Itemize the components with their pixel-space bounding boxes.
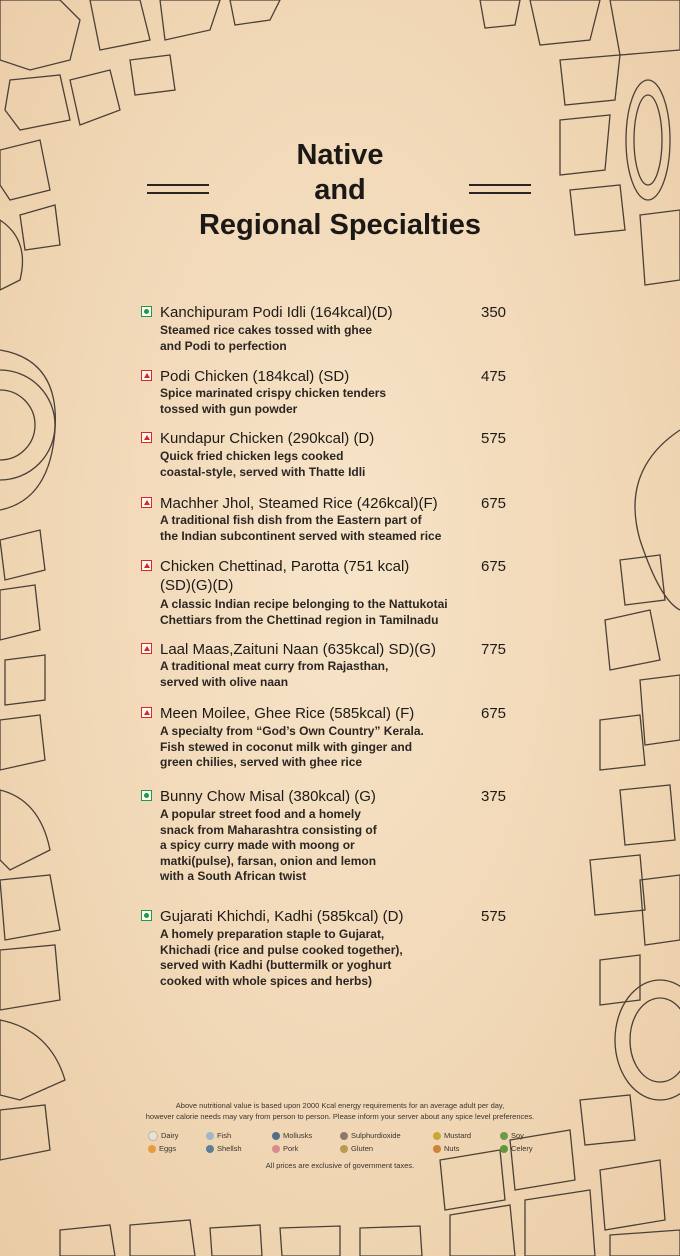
dairy-icon bbox=[148, 1131, 158, 1141]
page-title bbox=[0, 138, 680, 243]
dish-price: 675 bbox=[481, 495, 507, 512]
nutrition-note-line-1: Above nutritional value is based upon 2000 Kcal energy requirements for an average adult per day, bbox=[175, 1101, 505, 1110]
soy-icon bbox=[500, 1132, 508, 1140]
non-veg-icon bbox=[141, 370, 152, 381]
nuts-icon bbox=[433, 1145, 441, 1153]
dish-name bbox=[160, 557, 480, 595]
pork-icon bbox=[272, 1145, 280, 1153]
dish-description: A traditional fish dish from the Eastern part of the Indian subcontinent served with steamed rice bbox=[160, 513, 442, 543]
legend-mustard: Mustard bbox=[433, 1131, 471, 1141]
legend-dairy: Dairy bbox=[148, 1131, 179, 1141]
dish-description: Steamed rice cakes tossed with ghee and Podi to perfection bbox=[160, 323, 373, 353]
shellfish-icon bbox=[206, 1145, 214, 1153]
title-line-2: and bbox=[314, 174, 366, 206]
dish-price: 675 bbox=[481, 558, 507, 575]
legend-mollusks: Mollusks bbox=[272, 1131, 312, 1141]
dish-description: A classic Indian recipe belonging to the Nattukotai Chettiars from the Chettinad region in Tamilnadu bbox=[160, 597, 448, 627]
dish-name: Meen Moilee, Ghee Rice (585kcal) (F) bbox=[160, 705, 415, 722]
legend-shellfish: Shellsh bbox=[206, 1144, 242, 1154]
legend-sulphur-dioxide: Sulphurdioxide bbox=[340, 1131, 401, 1141]
dish-price: 775 bbox=[481, 641, 507, 658]
veg-icon bbox=[141, 790, 152, 801]
nutrition-note-line-2: however calorie needs may vary from person to person. Please inform your server about any spice level preferences. bbox=[145, 1112, 535, 1121]
non-veg-icon bbox=[141, 432, 152, 443]
title-line-1: Native bbox=[296, 139, 384, 171]
dish-price: 475 bbox=[481, 368, 507, 385]
dish-price: 375 bbox=[481, 788, 507, 805]
title-line-3: Regional Specialties bbox=[198, 209, 482, 241]
dish-description: A specialty from “God’s Own Country” Kerala. Fish stewed in coconut milk with ginger and green chilies, served with ghee rice bbox=[160, 724, 424, 769]
dish-description: Quick fried chicken legs cooked coastal-style, served with Thatte Idli bbox=[160, 449, 366, 479]
dish-price: 575 bbox=[481, 908, 507, 925]
sulphur-dioxide-icon bbox=[340, 1132, 348, 1140]
dish-name: Gujarati Khichdi, Kadhi (585kcal) (D) bbox=[160, 908, 404, 925]
dish-description: A homely preparation staple to Gujarat, Khichadi (rice and pulse cooked together), served with Kadhi (buttermilk or yoghurt cooked with whole spices and herbs) bbox=[160, 927, 403, 988]
dish-price: 350 bbox=[481, 304, 507, 321]
dish-price: 675 bbox=[481, 705, 507, 722]
celery-icon bbox=[500, 1145, 508, 1153]
mustard-icon bbox=[433, 1132, 441, 1140]
dish-name-line-1: Chicken Chettinad, Parotta (751 kcal) bbox=[160, 558, 410, 575]
dish-description: A popular street food and a homely snack from Maharashtra consisting of a spicy curry made with moong or matki(pulse), farsan, onion and lemon with a South African twist bbox=[160, 807, 377, 883]
dish-name: Podi Chicken (184kcal) (SD) bbox=[160, 368, 350, 385]
dish-name: Kanchipuram Podi Idli (164kcal)(D) bbox=[160, 304, 393, 321]
egg-icon bbox=[148, 1145, 156, 1153]
non-veg-icon bbox=[141, 643, 152, 654]
allergen-legend bbox=[148, 1131, 548, 1157]
dish-name: Kundapur Chicken (290kcal) (D) bbox=[160, 430, 375, 447]
dish-price: 575 bbox=[481, 430, 507, 447]
non-veg-icon bbox=[141, 497, 152, 508]
legend-celery: Celery bbox=[500, 1144, 533, 1154]
dish-description: A traditional meat curry from Rajasthan, served with olive naan bbox=[160, 659, 389, 689]
dish-name: Laal Maas,Zaituni Naan (635kcal) SD)(G) bbox=[160, 641, 436, 658]
dish-name: Machher Jhol, Steamed Rice (426kcal)(F) bbox=[160, 495, 438, 512]
legend-gluten: Gluten bbox=[340, 1144, 373, 1154]
legend-soy: Soy bbox=[500, 1131, 524, 1141]
legend-fish: Fish bbox=[206, 1131, 231, 1141]
veg-icon bbox=[141, 306, 152, 317]
dish-name-line-2: (SD)(G)(D) bbox=[160, 577, 234, 594]
tax-note: All prices are exclusive of government taxes. bbox=[265, 1161, 415, 1170]
dish-description: Spice marinated crispy chicken tenders tossed with gun powder bbox=[160, 386, 387, 416]
mollusk-icon bbox=[272, 1132, 280, 1140]
legend-eggs: Eggs bbox=[148, 1144, 176, 1154]
dish-name: Bunny Chow Misal (380kcal) (G) bbox=[160, 788, 376, 805]
fish-icon bbox=[206, 1132, 214, 1140]
non-veg-icon bbox=[141, 707, 152, 718]
legend-nuts: Nuts bbox=[433, 1144, 459, 1154]
non-veg-icon bbox=[141, 560, 152, 571]
legend-pork: Pork bbox=[272, 1144, 298, 1154]
gluten-icon bbox=[340, 1145, 348, 1153]
veg-icon bbox=[141, 910, 152, 921]
